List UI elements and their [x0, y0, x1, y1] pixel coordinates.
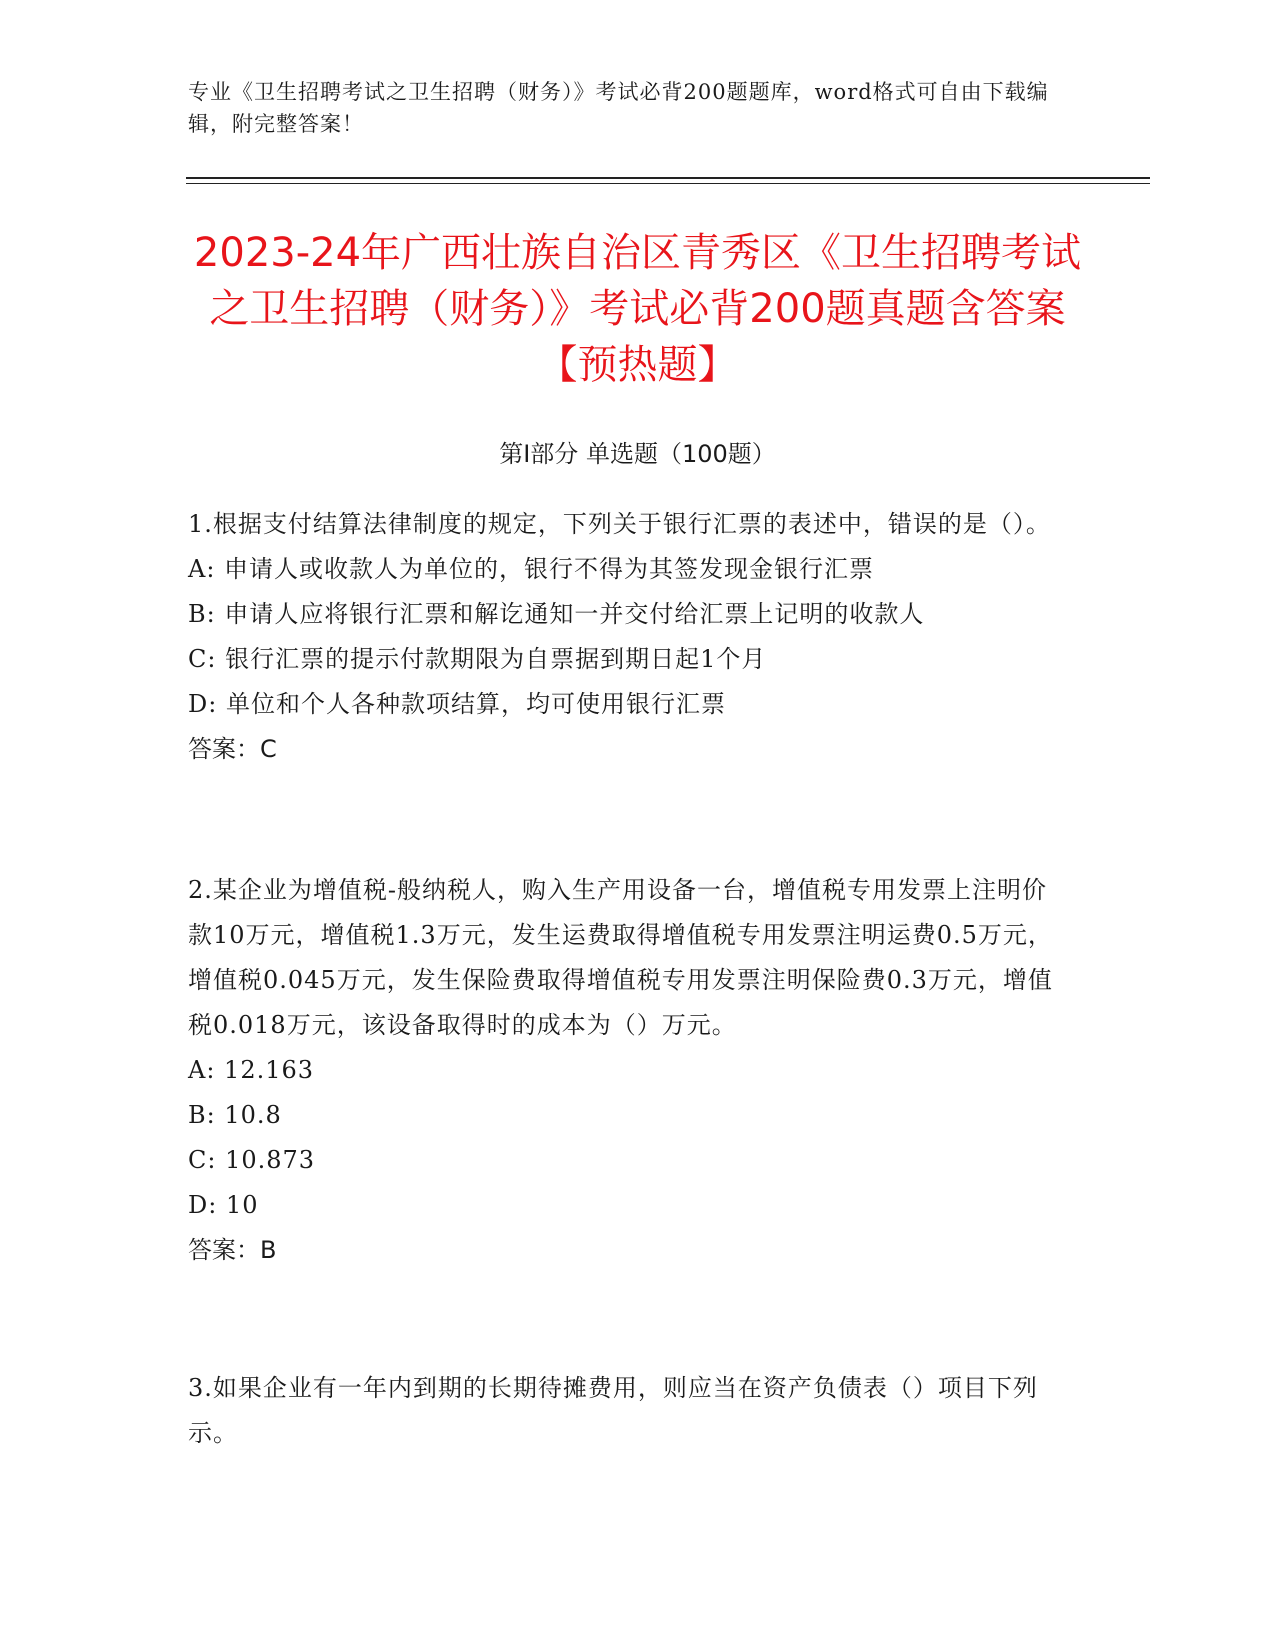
question-stem: 2.某企业为增值税-般纳税人，购入生产用设备一台，增值税专用发票上注明价款10万元，增值税1.3万元，发生运费取得增值税专用发票注明运费0.5万元，增值税0.045万元，发生保险费取得增值税专用发票注明保险费0.3万元，增值税0.018万元，该设备取得时的成本为（）万元。 [188, 876, 1053, 1039]
answer: 答案：C [188, 735, 277, 763]
option-d: D: 10 [188, 1191, 259, 1219]
option-a: A: 12.163 [188, 1056, 315, 1084]
option-a: A: 申请人或收款人为单位的，银行不得为其签发现金银行汇票 [188, 555, 875, 583]
header-divider-thin [186, 183, 1150, 184]
answer: 答案：B [188, 1236, 277, 1264]
question-stem: 3.如果企业有一年内到期的长期待摊费用，则应当在资产负债表（）项目下列示。 [188, 1374, 1038, 1447]
option-b: B: 10.8 [188, 1101, 282, 1129]
question-stem: 1.根据支付结算法律制度的规定，下列关于银行汇票的表述中，错误的是（）。 [188, 510, 1051, 538]
header-divider-thick [186, 177, 1150, 179]
option-c: C: 10.873 [188, 1146, 316, 1174]
option-b: B: 申请人应将银行汇票和解讫通知一并交付给汇票上记明的收款人 [188, 600, 925, 628]
header-note: 专业《卫生招聘考试之卫生招聘（财务）》考试必背200题题库，word格式可自由下载编辑，附完整答案！ [188, 80, 1049, 136]
document-title: 2023-24年广西壮族自治区青秀区《卫生招聘考试之卫生招聘（财务）》考试必背200题真题含答案【预热题】 [193, 230, 1082, 388]
section-heading: 第I部分 单选题（100题） [499, 440, 776, 468]
question-1 [188, 502, 1068, 772]
option-d: D: 单位和个人各种款项结算，均可使用银行汇票 [188, 690, 726, 718]
question-3 [188, 1366, 1068, 1456]
option-c: C: 银行汇票的提示付款期限为自票据到期日起1个月 [188, 645, 767, 673]
question-2 [188, 868, 1068, 1273]
